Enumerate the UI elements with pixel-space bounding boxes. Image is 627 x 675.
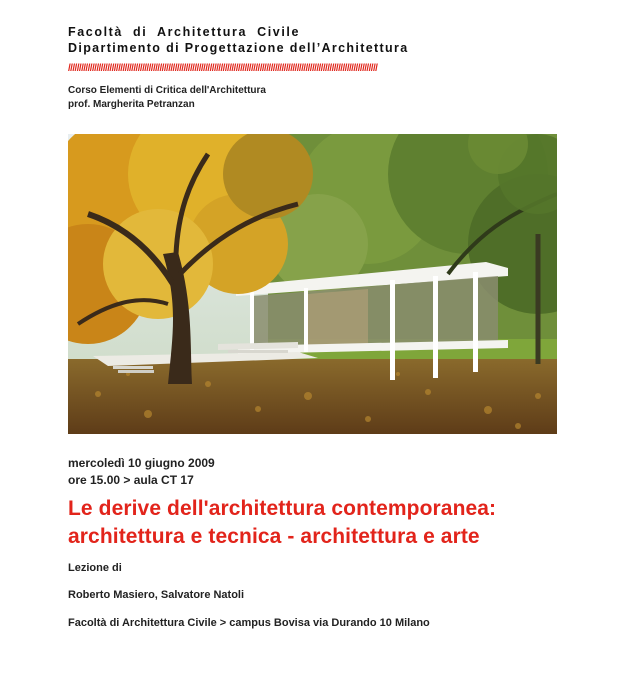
decorative-divider: ////////////////////////////////////////////////////////////////////////////////////////////////////////////////////////////////////////////// [68, 63, 378, 74]
event-time-room: ore 15.00 > aula CT 17 [68, 473, 194, 487]
lesson-label: Lezione di [68, 562, 122, 574]
speakers: Roberto Masiero, Salvatore Natoli [68, 589, 245, 601]
department-name: Dipartimento di Progettazione dell’Architettura [68, 41, 409, 55]
professor-name: prof. Margherita Petranzan [68, 99, 195, 110]
event-date: mercoledì 10 giugno 2009 [68, 456, 215, 470]
course-name: Corso Elementi di Critica dell'Architettura [68, 85, 266, 96]
house-photo [68, 134, 557, 434]
venue: Facoltà di Architettura Civile > campus Bovisa via Durando 10 Milano [68, 617, 430, 629]
event-title-line2: architettura e tecnica - architettura e arte [68, 525, 480, 548]
event-title-line1: Le derive dell'architettura contemporanea: [68, 497, 497, 520]
faculty-name: Facoltà di Architettura Civile [68, 25, 301, 39]
